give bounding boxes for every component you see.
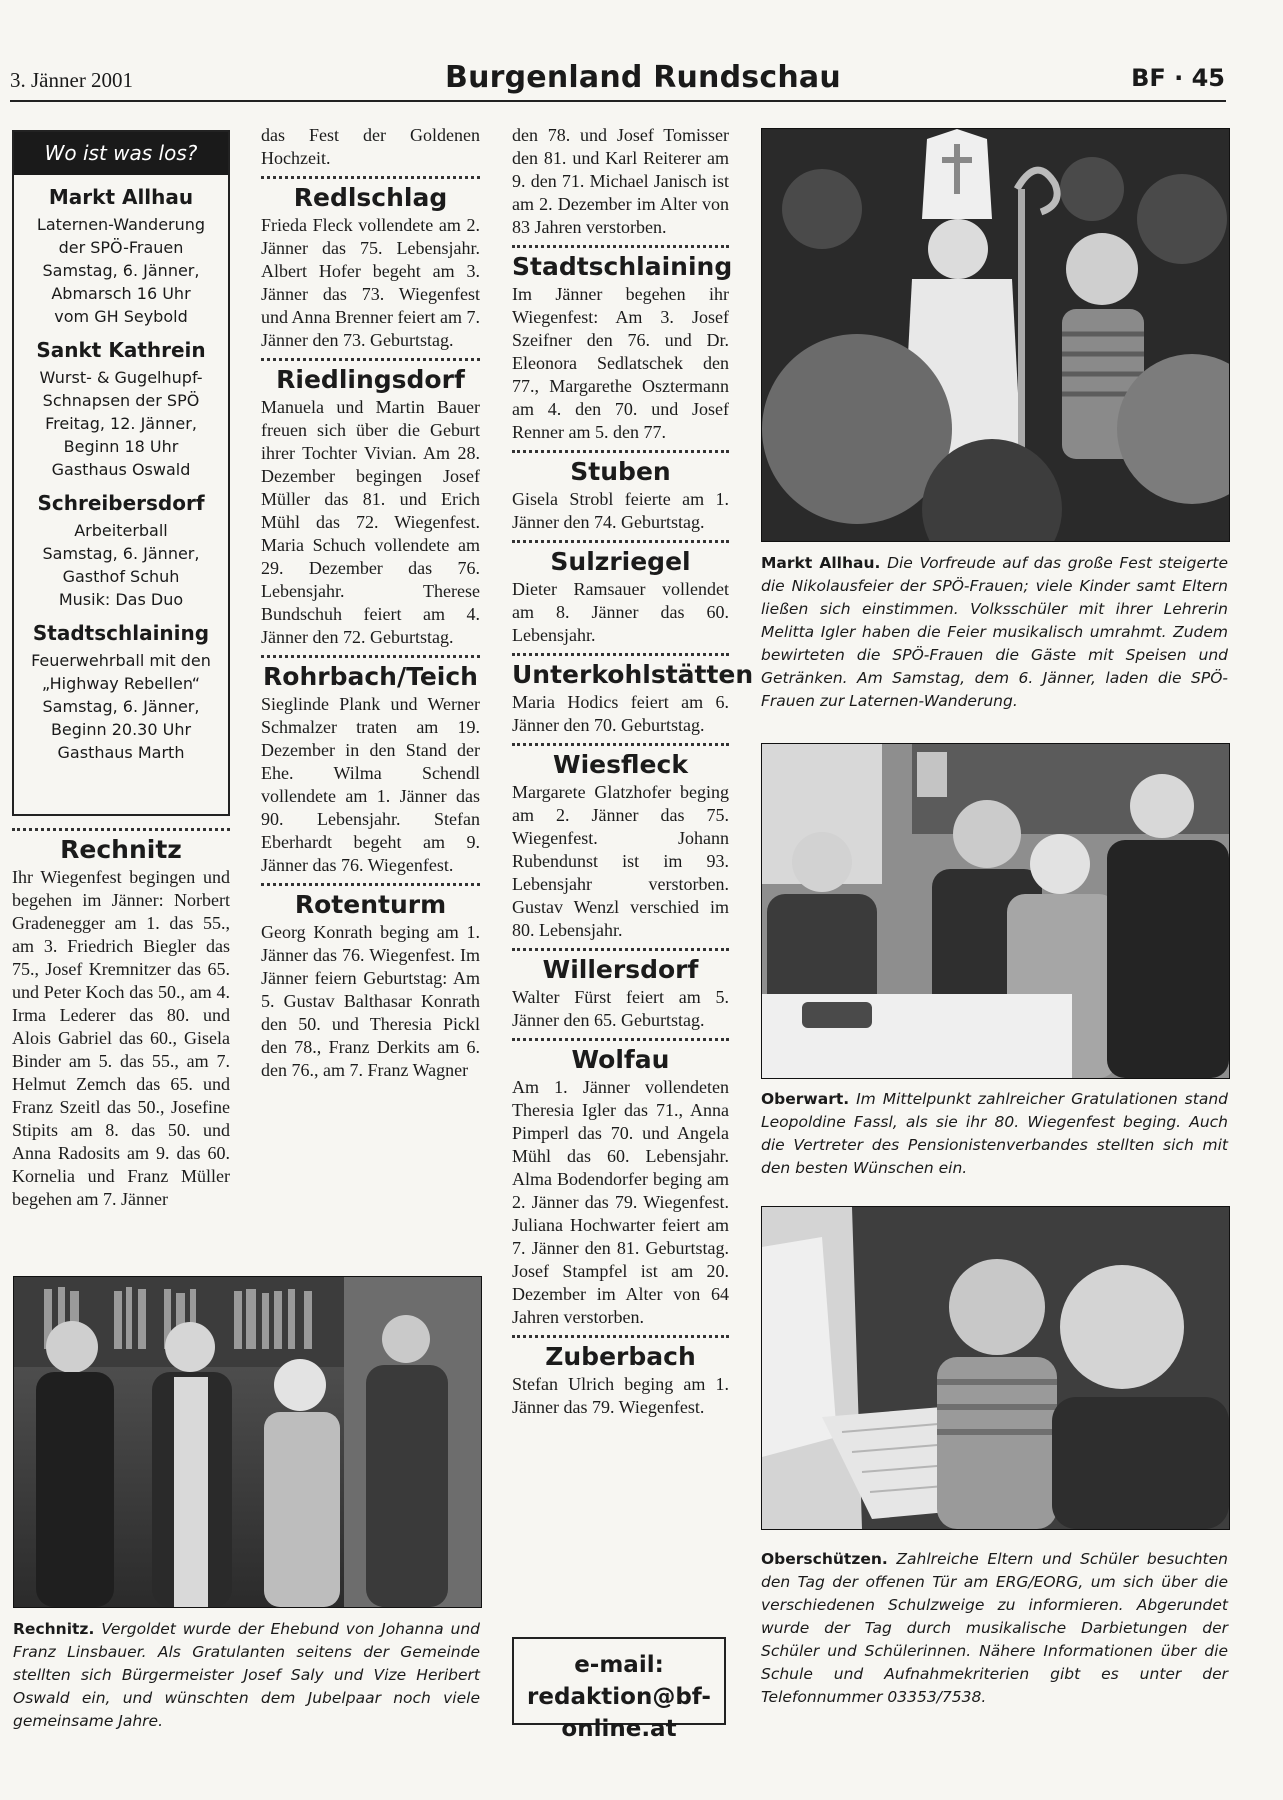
section-divider	[261, 358, 480, 361]
section-divider	[512, 450, 729, 453]
section-text: Ihr Wiegenfest begingen und begehen im Jänner: Norbert Gradenegger am 1. das 55., am 3. Friedrich Biegler das 75., Josef Kremnitzer das 65. und Peter Koch das 50., am 4. Irma Lederer das 80. und Alois Gabriel das 60., Gisela Binder am 5. das 55., am 7. Helmut Zemch das 65. und Franz Szeitl das 50., Josefine Stipits am 8. das 50. und Anna Radosits am 9. das 60. Kornelia und Franz Müller begehen am 7. Jänner	[12, 867, 230, 1209]
event-line: Laternen-Wanderung	[36, 215, 206, 234]
allhau-caption	[761, 552, 1228, 713]
oberschuetzen-caption	[761, 1548, 1228, 1709]
section-text: Stefan Ulrich beging am 1. Jänner das 79. Wiegenfest.	[512, 1374, 729, 1417]
section-text: Gisela Strobl feierte am 1. Jänner den 74. Geburtstag.	[512, 489, 729, 532]
rechnitz-caption	[13, 1618, 480, 1733]
header-rule	[10, 100, 1226, 102]
caption-text: Im Mittelpunkt zahlreicher Gratulationen stand Leopoldine Fassl, als sie ihr 80. Wiegenfest beging. Auch die Vertreter des Pensionistenverbandes stellten sich mit den besten Wünschen ein.	[761, 1090, 1228, 1177]
section-heading: Wolfau	[571, 1045, 670, 1074]
event-line: Abmarsch 16 Uhr	[51, 284, 191, 303]
section-divider	[512, 540, 729, 543]
section-divider	[512, 1335, 729, 1338]
section-heading: Willersdorf	[542, 955, 699, 984]
caption-place: Oberwart.	[761, 1090, 850, 1108]
section-divider	[12, 828, 230, 831]
section-text: Am 1. Jänner vollendeten Theresia Igler das 71., Anna Pimperl das 70. und Angela Mühl das 60. Lebensjahr. Alma Bodendorfer beging am 2. Jänner das 79. Wiegenfest. Juliana Hochwarter feiert am 7. Jänner den 81. Geburtstag. Josef Stampfel ist am 20. Dezember im Alter von 64 Jahren verstorben.	[512, 1077, 729, 1327]
section-heading: Zuberbach	[545, 1342, 696, 1371]
section-text: Sieglinde Plank und Werner Schmalzer traten am 19. Dezember in den Stand der Ehe. Wilma Schendl vollendete am 1. Jänner das 90. Lebensjahr. Stefan Eberhardt begeht am 9. Jänner das 76. Wiegenfest.	[261, 694, 480, 875]
section-divider	[261, 883, 480, 886]
event-line: Feuerwehrball mit den	[31, 651, 211, 670]
caption-text: Die Vorfreude auf das große Fest steigerte die Nikolausfeier der SPÖ-Frauen; viele Kinder samt Eltern ließen sich einstimmen. Volksschüler mit ihrer Lehrerin Melitta Igler haben die Feier musikalisch umrahmt. Zudem bewirteten die SPÖ-Frauen die Gäste mit Speisen und Getränken. Am Samstag, dem 6. Jänner, laden die SPÖ-Frauen zur Laternen-Wanderung.	[761, 554, 1228, 710]
event-line: Arbeiterball	[74, 521, 168, 540]
section-heading: Wiesfleck	[553, 750, 688, 779]
section-heading: Redlschlag	[293, 183, 448, 212]
caption-text: Vergoldet wurde der Ehebund von Johanna und Franz Linsbauer. Als Gratulanten seitens der Gemeinde stellten sich Bürgermeister Josef Saly und Vize Heribert Oswald ein, und wünschten dem Jubelpaar noch viele gemeinsame Jahre.	[13, 1620, 480, 1730]
section-heading: Stadtschlaining	[512, 252, 733, 281]
issue-date: 3. Jänner 2001	[10, 68, 134, 92]
section-text: Dieter Ramsauer vollendet am 8. Jänner das 60. Lebensjahr.	[512, 579, 729, 645]
event-place: Sankt Kathrein	[36, 338, 206, 362]
email-text: e-mail: redaktion@bf-online.at	[527, 1652, 711, 1742]
section-text: Manuela und Martin Bauer freuen sich über die Geburt ihrer Tochter Vivian. Am 28. Dezember begingen Josef Müller das 81. und Erich Mühl das 72. Wiegenfest. Maria Schuch vollendete am 29. Dezember das 76. Lebensjahr. Therese Bundschuh feiert am 4. Jänner den 72. Geburtstag.	[261, 397, 480, 647]
section-heading: Stuben	[570, 457, 671, 486]
event-line: vom GH Seybold	[54, 307, 188, 326]
event-place: Markt Allhau	[48, 185, 194, 209]
section-text: Frieda Fleck vollendete am 2. Jänner das 75. Lebensjahr. Albert Hofer begeht am 3. Jänner das 73. Wiegenfest und Anna Brenner feiert am 7. Jänner den 73. Geburtstag.	[261, 215, 480, 350]
section-text: Margarete Glatzhofer beging am 2. Jänner das 75. Wiegenfest. Johann Rubendunst ist im 93. Lebensjahr verstorben. Gustav Wenzl verschied im 80. Lebensjahr.	[512, 782, 729, 940]
caption-place: Oberschützen.	[761, 1550, 888, 1568]
event-line: Beginn 18 Uhr	[63, 437, 179, 456]
section-divider	[512, 743, 729, 746]
section-heading: Riedlingsdorf	[276, 365, 465, 394]
event-line: der SPÖ-Frauen	[58, 238, 184, 257]
email-box	[512, 1637, 726, 1742]
section-heading: Sulzriegel	[550, 547, 691, 576]
rechnitz-photo	[13, 1276, 482, 1608]
section-divider	[261, 655, 480, 658]
event-line: Schnapsen der SPÖ	[42, 391, 200, 410]
oberwart-photo	[761, 743, 1230, 1079]
events-title: Wo ist was los?	[14, 132, 228, 175]
page-number: BF · 45	[1131, 64, 1225, 92]
section-text: Im Jänner begehen ihr Wiegenfest: Am 3. Josef Szeifner den 76. und Dr. Eleonora Sedlatschek den 77., Margarethe Osztermann am 4. den 70. und Josef Renner am 5. den 77.	[512, 284, 729, 442]
events-box	[12, 130, 230, 816]
section-heading: Rotenturm	[294, 890, 447, 919]
section-divider	[512, 245, 729, 248]
event-place: Schreibersdorf	[37, 491, 205, 515]
section-text: das Fest der Goldenen Hochzeit.	[261, 125, 480, 168]
section-text: den 78. und Josef Tomisser den 81. und Karl Reiterer am 9. den 71. Michael Janisch ist am 2. Dezember im Alter von 83 Jahren verstorben.	[512, 125, 729, 237]
section-heading: Unterkohlstätten	[512, 660, 754, 689]
column-2	[261, 124, 480, 1082]
allhau-photo	[761, 128, 1230, 542]
caption-text: Zahlreiche Eltern und Schüler besuchten den Tag der offenen Tür am ERG/EORG, um sich über die verschiedenen Schulzweige zu informieren. Abgerundet wurde der Tag durch musikalische Darbietungen der Schüler und Schülerinnen. Nähere Informationen über die Schule und Aufnahmekriterien gibt es unter der Telefonnummer 03353/7538.	[761, 1550, 1228, 1706]
section-text: Maria Hodics feiert am 6. Jänner den 70. Geburtstag.	[512, 692, 729, 735]
section-divider	[512, 1038, 729, 1041]
event-line: Gasthaus Marth	[57, 743, 185, 762]
event-line: Samstag, 6. Jänner,	[42, 697, 200, 716]
event-line: Samstag, 6. Jänner,	[42, 261, 200, 280]
section-text: Walter Fürst feiert am 5. Jänner den 65. Geburtstag.	[512, 987, 729, 1030]
oberschuetzen-photo	[761, 1206, 1230, 1530]
event-line: „Highway Rebellen“	[41, 674, 201, 693]
event-line: Beginn 20.30 Uhr	[50, 720, 192, 739]
section-divider	[512, 948, 729, 951]
event-line: Gasthof Schuh	[62, 567, 180, 586]
event-line: Samstag, 6. Jänner,	[42, 544, 200, 563]
event-line: Wurst- & Gugelhupf-	[39, 368, 203, 387]
event-place: Stadtschlaining	[32, 621, 210, 645]
column-1	[12, 822, 230, 1211]
oberwart-caption	[761, 1088, 1228, 1180]
section-heading: Rohrbach/Teich	[263, 662, 478, 691]
caption-place: Rechnitz.	[13, 1620, 95, 1638]
newspaper-title: Burgenland Rundschau	[445, 60, 841, 95]
caption-place: Markt Allhau.	[761, 554, 881, 572]
event-line: Musik: Das Duo	[58, 590, 184, 609]
section-text: Georg Konrath beging am 1. Jänner das 76. Wiegenfest. Im Jänner feiern Geburtstag: Am 5. Gustav Balthasar Konrath den 50. und Theresia Pickl den 78., Franz Derkits am 6. den 76., am 7. Franz Wagner	[261, 922, 480, 1080]
event-line: Freitag, 12. Jänner,	[45, 414, 197, 433]
event-line: Gasthaus Oswald	[51, 460, 191, 479]
section-divider	[512, 653, 729, 656]
section-divider	[261, 176, 480, 179]
section-heading: Rechnitz	[60, 835, 182, 864]
column-3	[512, 124, 754, 1419]
